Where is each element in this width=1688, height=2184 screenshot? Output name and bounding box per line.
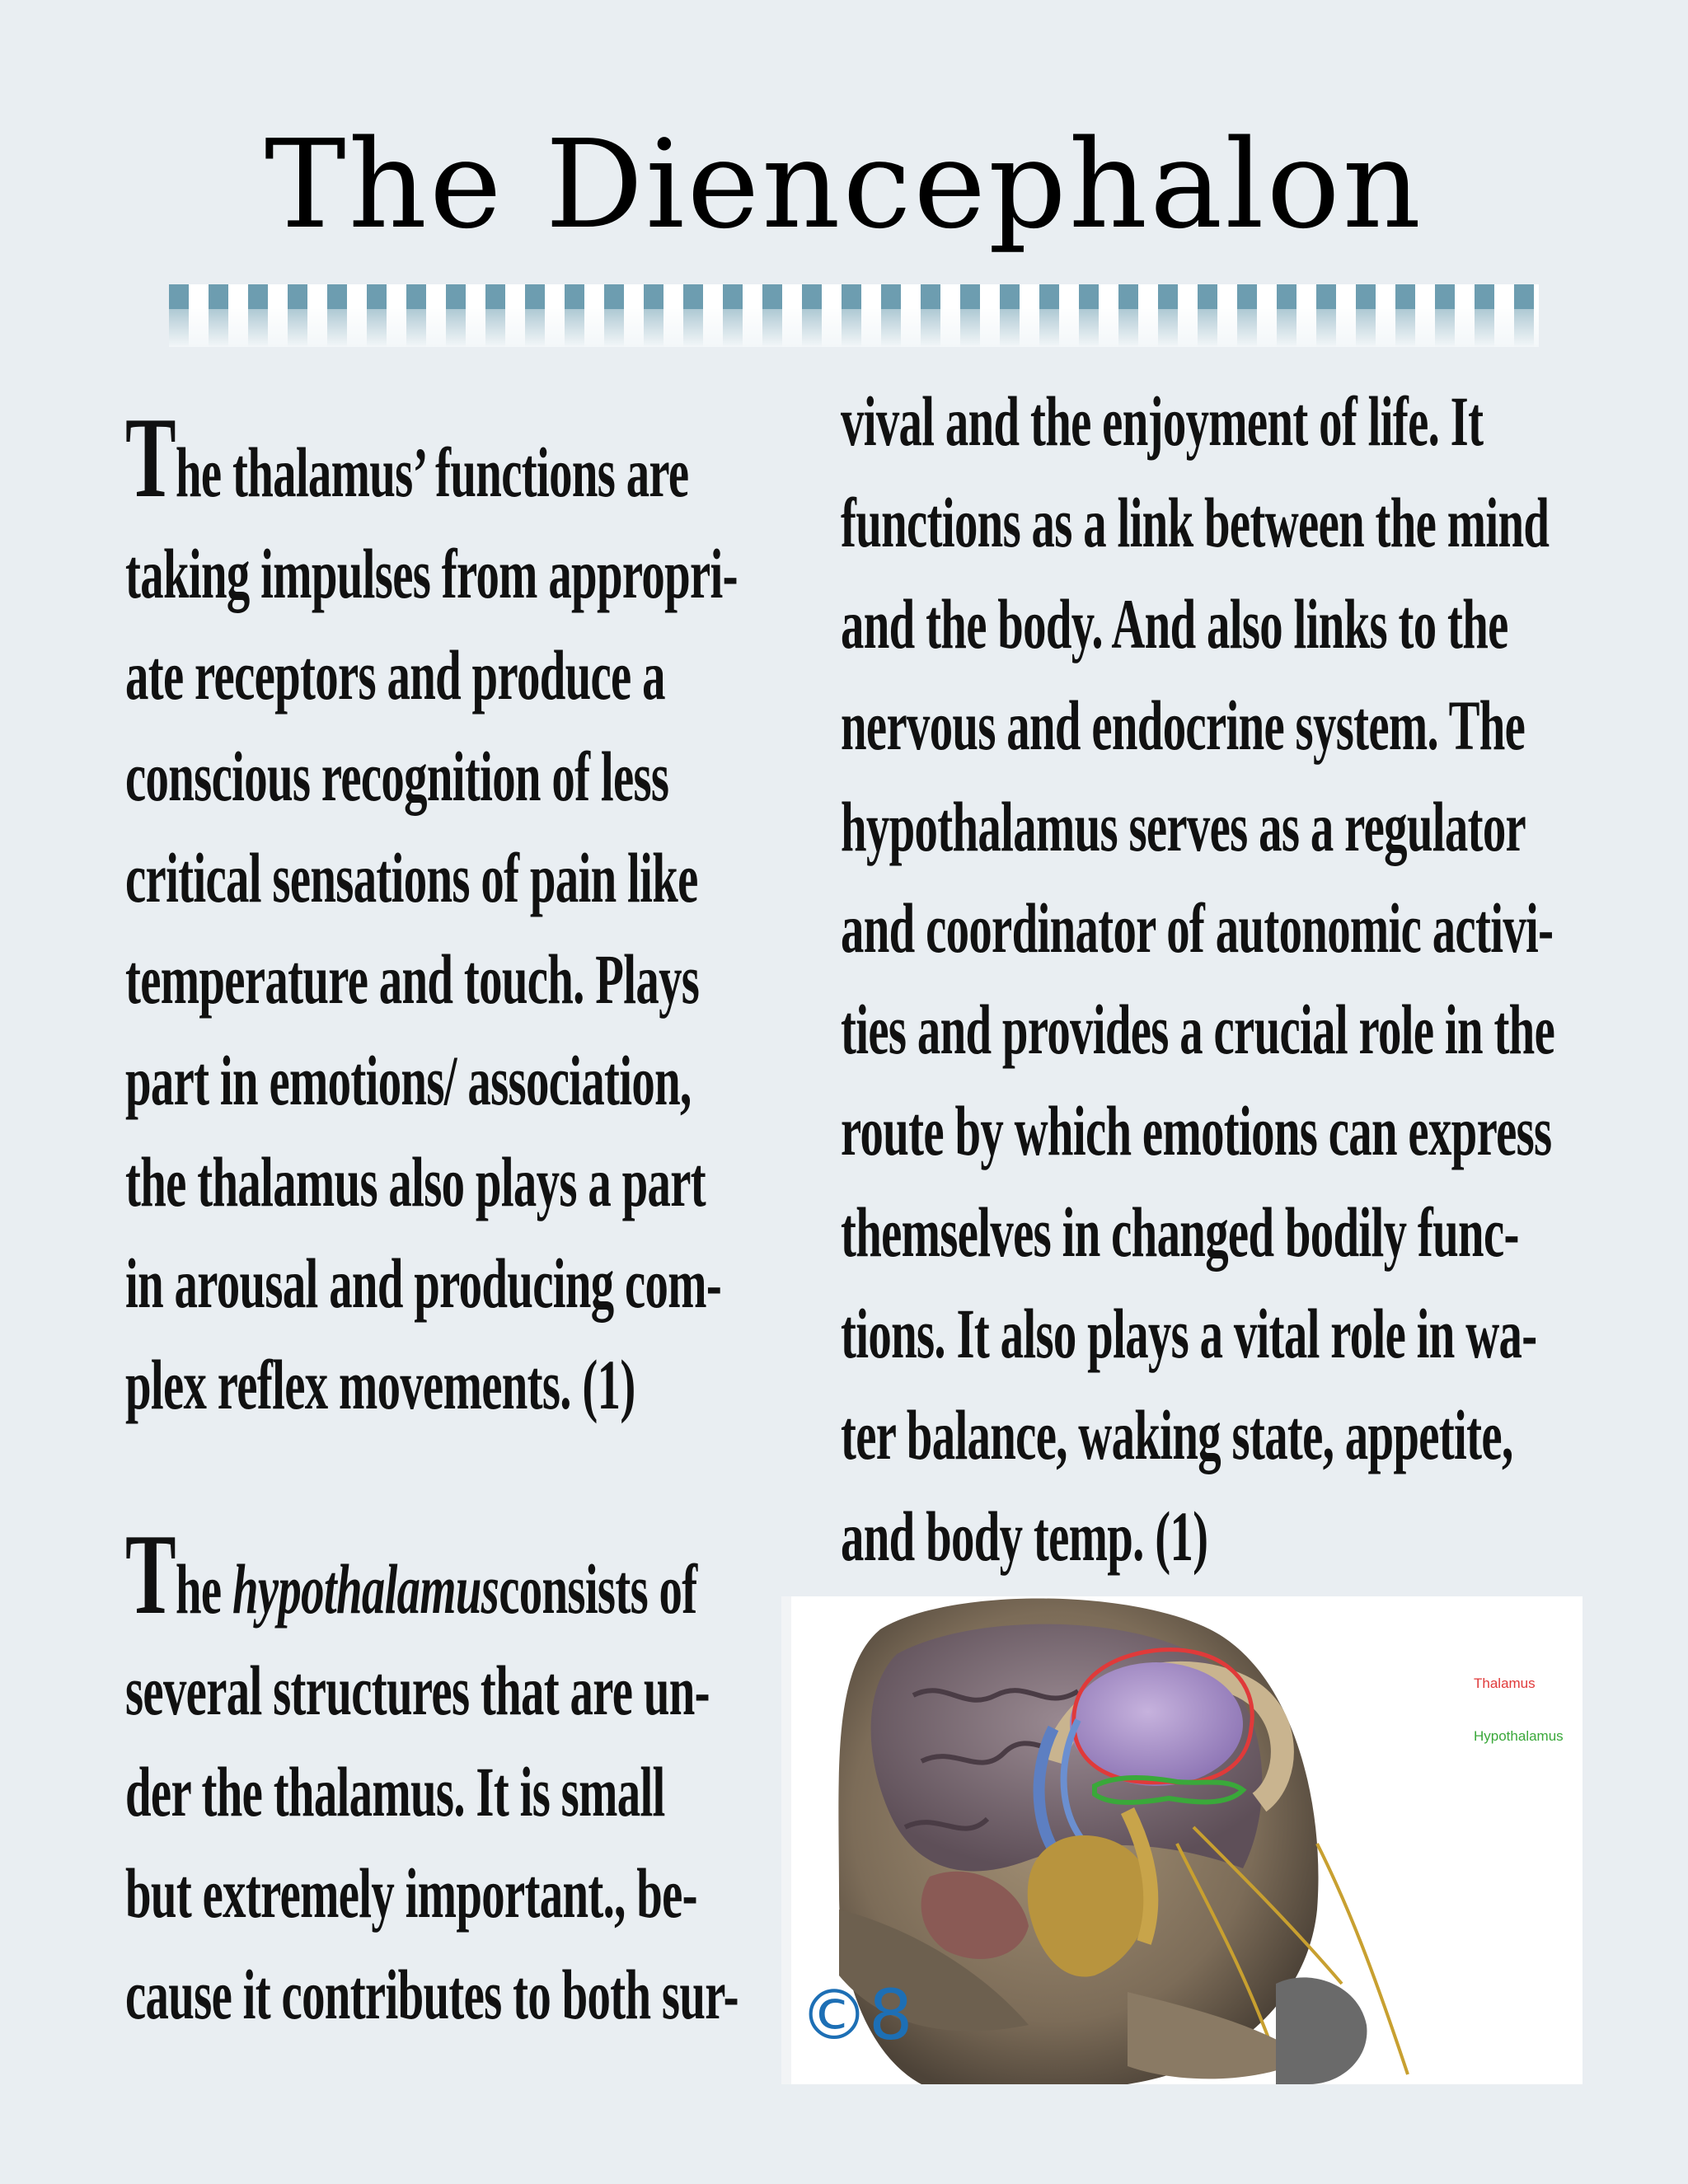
copyright-mark: ©8 [799, 1975, 913, 2055]
text-line: tions. It also plays a vital role in wa- [841, 1294, 1537, 1373]
text-line: ties and provides a crucial role in the [841, 990, 1555, 1069]
italic-term: hypothalamus [232, 1549, 499, 1629]
text-line: but extremely important., be- [125, 1854, 697, 1933]
text-line: cause it contributes to both sur- [125, 1955, 738, 2034]
text-line: functions as a link between the mind [841, 483, 1550, 562]
divider-squares [169, 284, 1539, 309]
drop-cap: T [125, 394, 176, 522]
text-line: der the thalamus. It is small [125, 1752, 665, 1831]
text-line: vival and the enjoyment of life. It [841, 382, 1484, 461]
text-line: conscious recognition of less [125, 737, 669, 816]
drop-cap: T [125, 1511, 176, 1638]
text-line: and the body. And also links to the [841, 584, 1508, 663]
text-line: several structures that are un- [125, 1651, 710, 1730]
text-line: part in emotions/ association, [125, 1041, 692, 1120]
divider-fade [169, 309, 1539, 347]
text-line: plex reflex movements. (1) [125, 1345, 635, 1424]
legend-hypothalamus: Hypothalamus [1474, 1728, 1564, 1744]
text-line: in arousal and producing com- [125, 1244, 722, 1323]
legend-thalamus: Thalamus [1474, 1675, 1536, 1691]
text-line [125, 1511, 738, 1640]
text-line: route by which emotions can express [841, 1091, 1552, 1170]
page-title: The Diencephalon [264, 114, 1424, 255]
text-line: hypothalamus serves as a regulator [841, 787, 1526, 866]
text-run: consists of [499, 1549, 697, 1629]
text-line: and body temp. (1) [841, 1497, 1208, 1576]
right-column-text [841, 371, 1688, 1587]
text-line [125, 394, 738, 523]
text-line: temperature and touch. Plays [125, 940, 700, 1019]
text-line: ter balance, waking state, appetite, [841, 1395, 1513, 1474]
decorative-divider [169, 284, 1539, 347]
text-line: nervous and endocrine system. The [841, 686, 1526, 765]
text-line: themselves in changed bodily func- [841, 1193, 1519, 1272]
text-line: critical sensations of pain like [125, 838, 698, 917]
text-line: ate receptors and produce a [125, 635, 665, 715]
text-line: taking impulses from appropri- [125, 534, 738, 613]
text-line: the thalamus also plays a part [125, 1142, 706, 1221]
text-run: he [175, 1549, 232, 1629]
text-line-content: he thalamus’ functions are [175, 433, 689, 512]
text-line: and coordinator of autonomic activi- [841, 888, 1554, 968]
